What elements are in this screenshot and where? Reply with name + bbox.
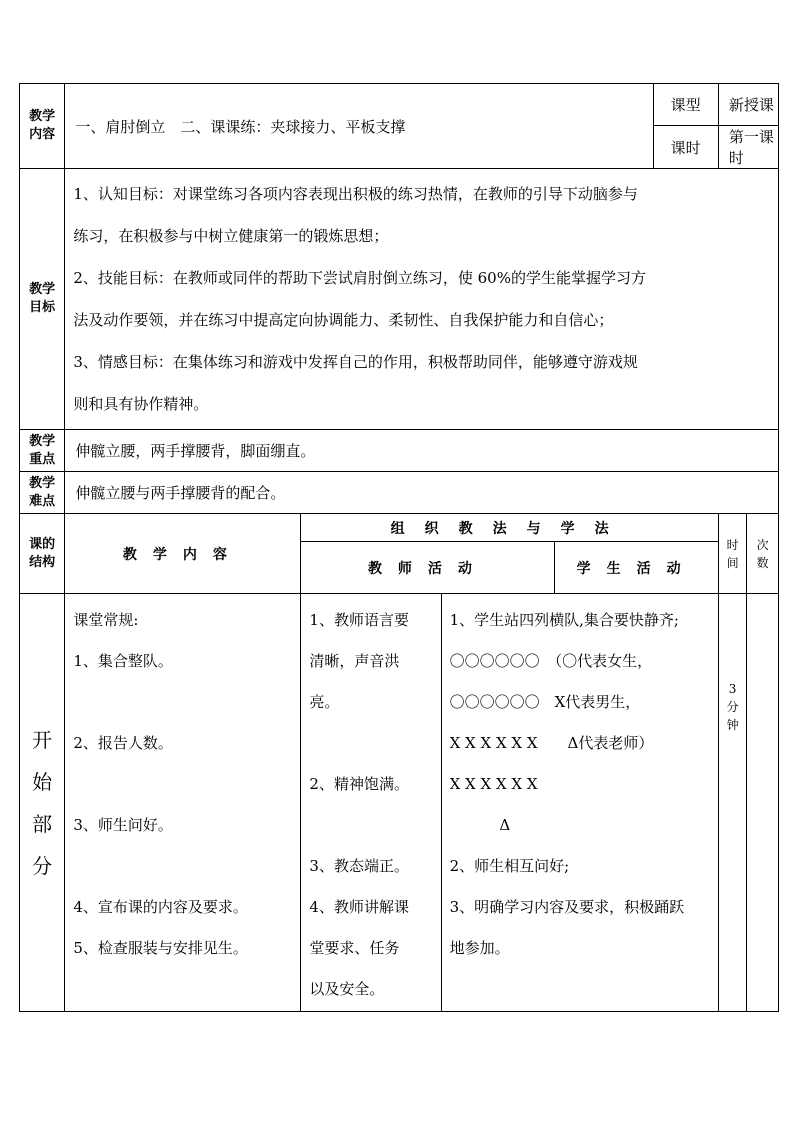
start-count	[747, 594, 779, 1012]
lesson-plan-table	[19, 83, 779, 1012]
start-time: 3 分 钟	[718, 594, 746, 1012]
start-student-activity: 1、学生站四列横队,集合要快静齐; 〇〇〇〇〇〇 （〇代表女生， 〇〇〇〇〇〇 X代表男生， X X X X X X Δ代表老师） X X X X X X Δ 2、师生相互问好; 3、明确学习内容及要求，积极踊跃 地参加。	[441, 594, 718, 1012]
start-teacher-activity: 1、教师语言要 清晰，声音洪 亮。 2、精神饱满。 3、教态端正。 4、教师讲解课 堂要求、任务 以及安全。	[301, 594, 441, 1012]
difficulty-text: 伸髋立腰与两手撑腰背的配合。	[65, 472, 779, 514]
goals-text: 1、认知目标：对课堂练习各项内容表现出积极的练习热情，在教师的引导下动脑参与 练习，在积极参与中树立健康第一的锻炼思想； 2、技能目标：在教师或同伴的帮助下尝试肩肘倒立练习，使 60%的学生能掌握学习方 法及动作要领，并在练习中提高定向协调能力、柔韧性、自我保护能力和自信心； 3、情感目标：在集体练习和游戏中发挥自己的作用，积极帮助同伴，能够遵守游戏规 则和具有协作精神。	[65, 169, 779, 430]
hours-value: 第一课时	[718, 126, 778, 169]
key-point-text: 伸髋立腰，两手撑腰背，脚面绷直。	[65, 430, 779, 472]
hours-label: 课时	[653, 126, 718, 169]
type-value: 新授课	[718, 84, 778, 126]
goals-label: 教学 目标	[20, 169, 65, 430]
key-point-label: 教学 重点	[20, 430, 65, 472]
student-activity-header: 学生活动	[555, 542, 718, 594]
difficulty-label: 教学 难点	[20, 472, 65, 514]
count-header: 次 数	[747, 514, 779, 594]
structure-label: 课的 结构	[20, 514, 65, 594]
start-section-label: 开 始 部 分	[20, 594, 65, 1012]
content-text: 一、肩肘倒立 二、课课练：夹球接力、平板支撑	[65, 84, 653, 169]
start-content: 课堂常规: 1、集合整队。 2、报告人数。 3、师生问好。 4、宣布课的内容及要求。 5、检查服装与安排见生。	[65, 594, 301, 1012]
time-header: 时 间	[718, 514, 746, 594]
teacher-activity-header: 教师活动	[301, 542, 555, 594]
structure-content-header: 教学内容	[65, 514, 301, 594]
org-method-header: 组织教法与学法	[301, 514, 718, 542]
content-label: 教学 内容	[20, 84, 65, 169]
type-label: 课型	[653, 84, 718, 126]
